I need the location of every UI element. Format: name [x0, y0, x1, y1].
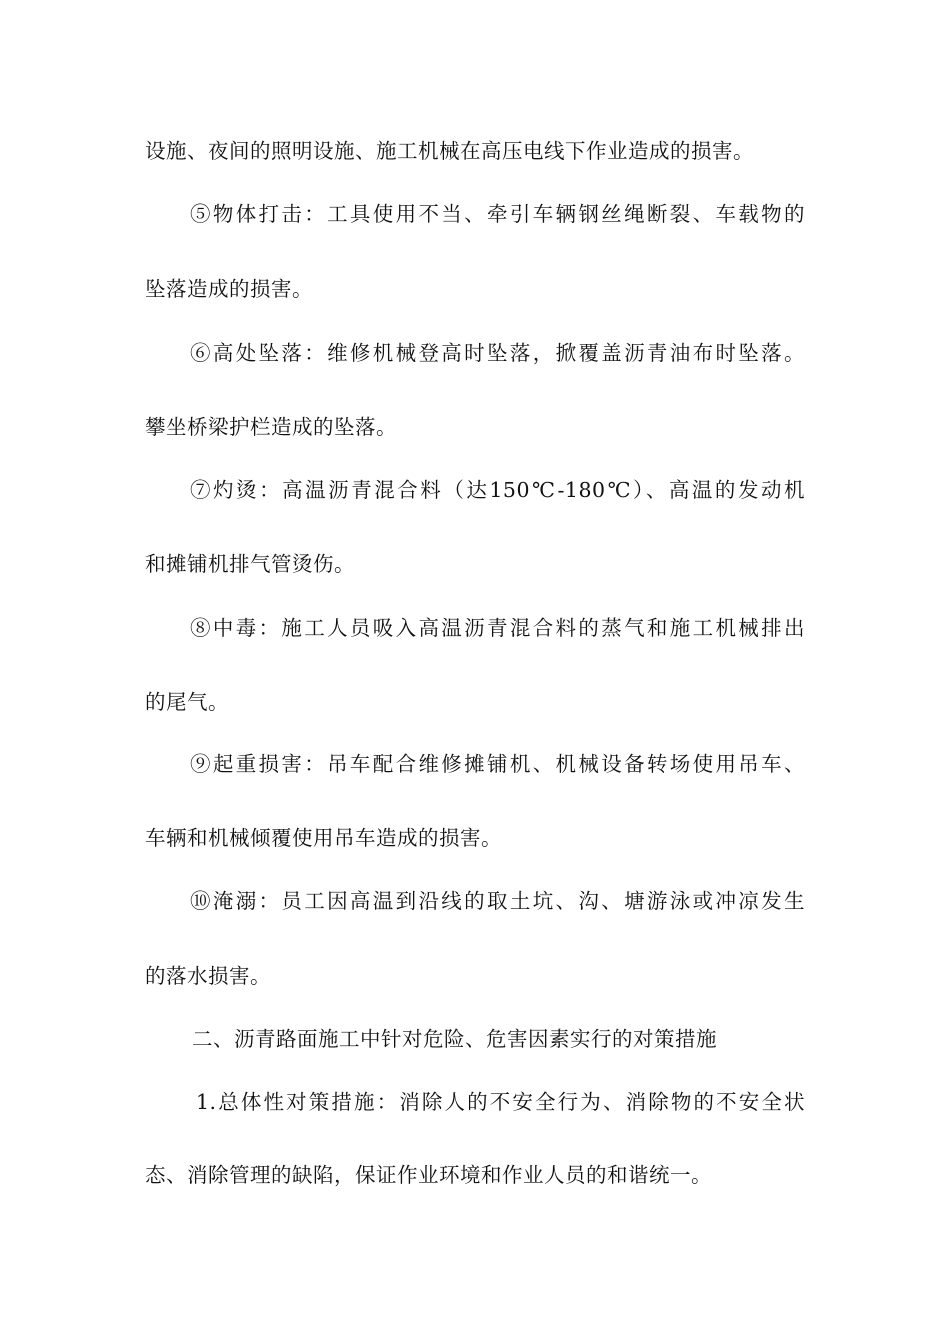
text-line-continuation: 的落水损害。: [145, 964, 271, 988]
hazard-item-5: ⑤物体打击：工具使用不当、牵引车辆钢丝绳断裂、车载物的: [190, 202, 805, 226]
text-line-continuation: 的尾气。: [145, 690, 229, 714]
hazard-item-8: ⑧中毒：施工人员吸入高温沥青混合料的蒸气和施工机械排出: [190, 616, 805, 640]
text-line-continuation: 和摊铺机排气管烫伤。: [145, 552, 355, 576]
text-line-continuation: 设施、夜间的照明设施、施工机械在高压电线下作业造成的损害。: [145, 139, 754, 163]
measure-item-1: 1.总体性对策措施：消除人的不安全行为、消除物的不安全状: [196, 1090, 805, 1114]
hazard-item-10: ⑩淹溺：员工因高温到沿线的取土坑、沟、塘游泳或冲凉发生: [190, 889, 805, 913]
text-line-continuation: 车辆和机械倾覆使用吊车造成的损害。: [145, 826, 502, 850]
text-line-continuation: 攀坐桥梁护栏造成的坠落。: [145, 415, 397, 439]
section-heading: 二、沥青路面施工中针对危险、危害因素实行的对策措施: [192, 1027, 717, 1051]
text-line-continuation: 态、消除管理的缺陷，保证作业环境和作业人员的和谐统一。: [145, 1163, 712, 1187]
hazard-item-6: ⑥高处坠落：维修机械登高时坠落，掀覆盖沥青油布时坠落。: [190, 341, 805, 365]
text-line-continuation: 坠落造成的损害。: [145, 277, 313, 301]
hazard-item-7: ⑦灼烫：高温沥青混合料（达150℃-180℃）、高温的发动机: [190, 478, 805, 502]
hazard-item-9: ⑨起重损害：吊车配合维修摊铺机、机械设备转场使用吊车、: [190, 752, 805, 776]
